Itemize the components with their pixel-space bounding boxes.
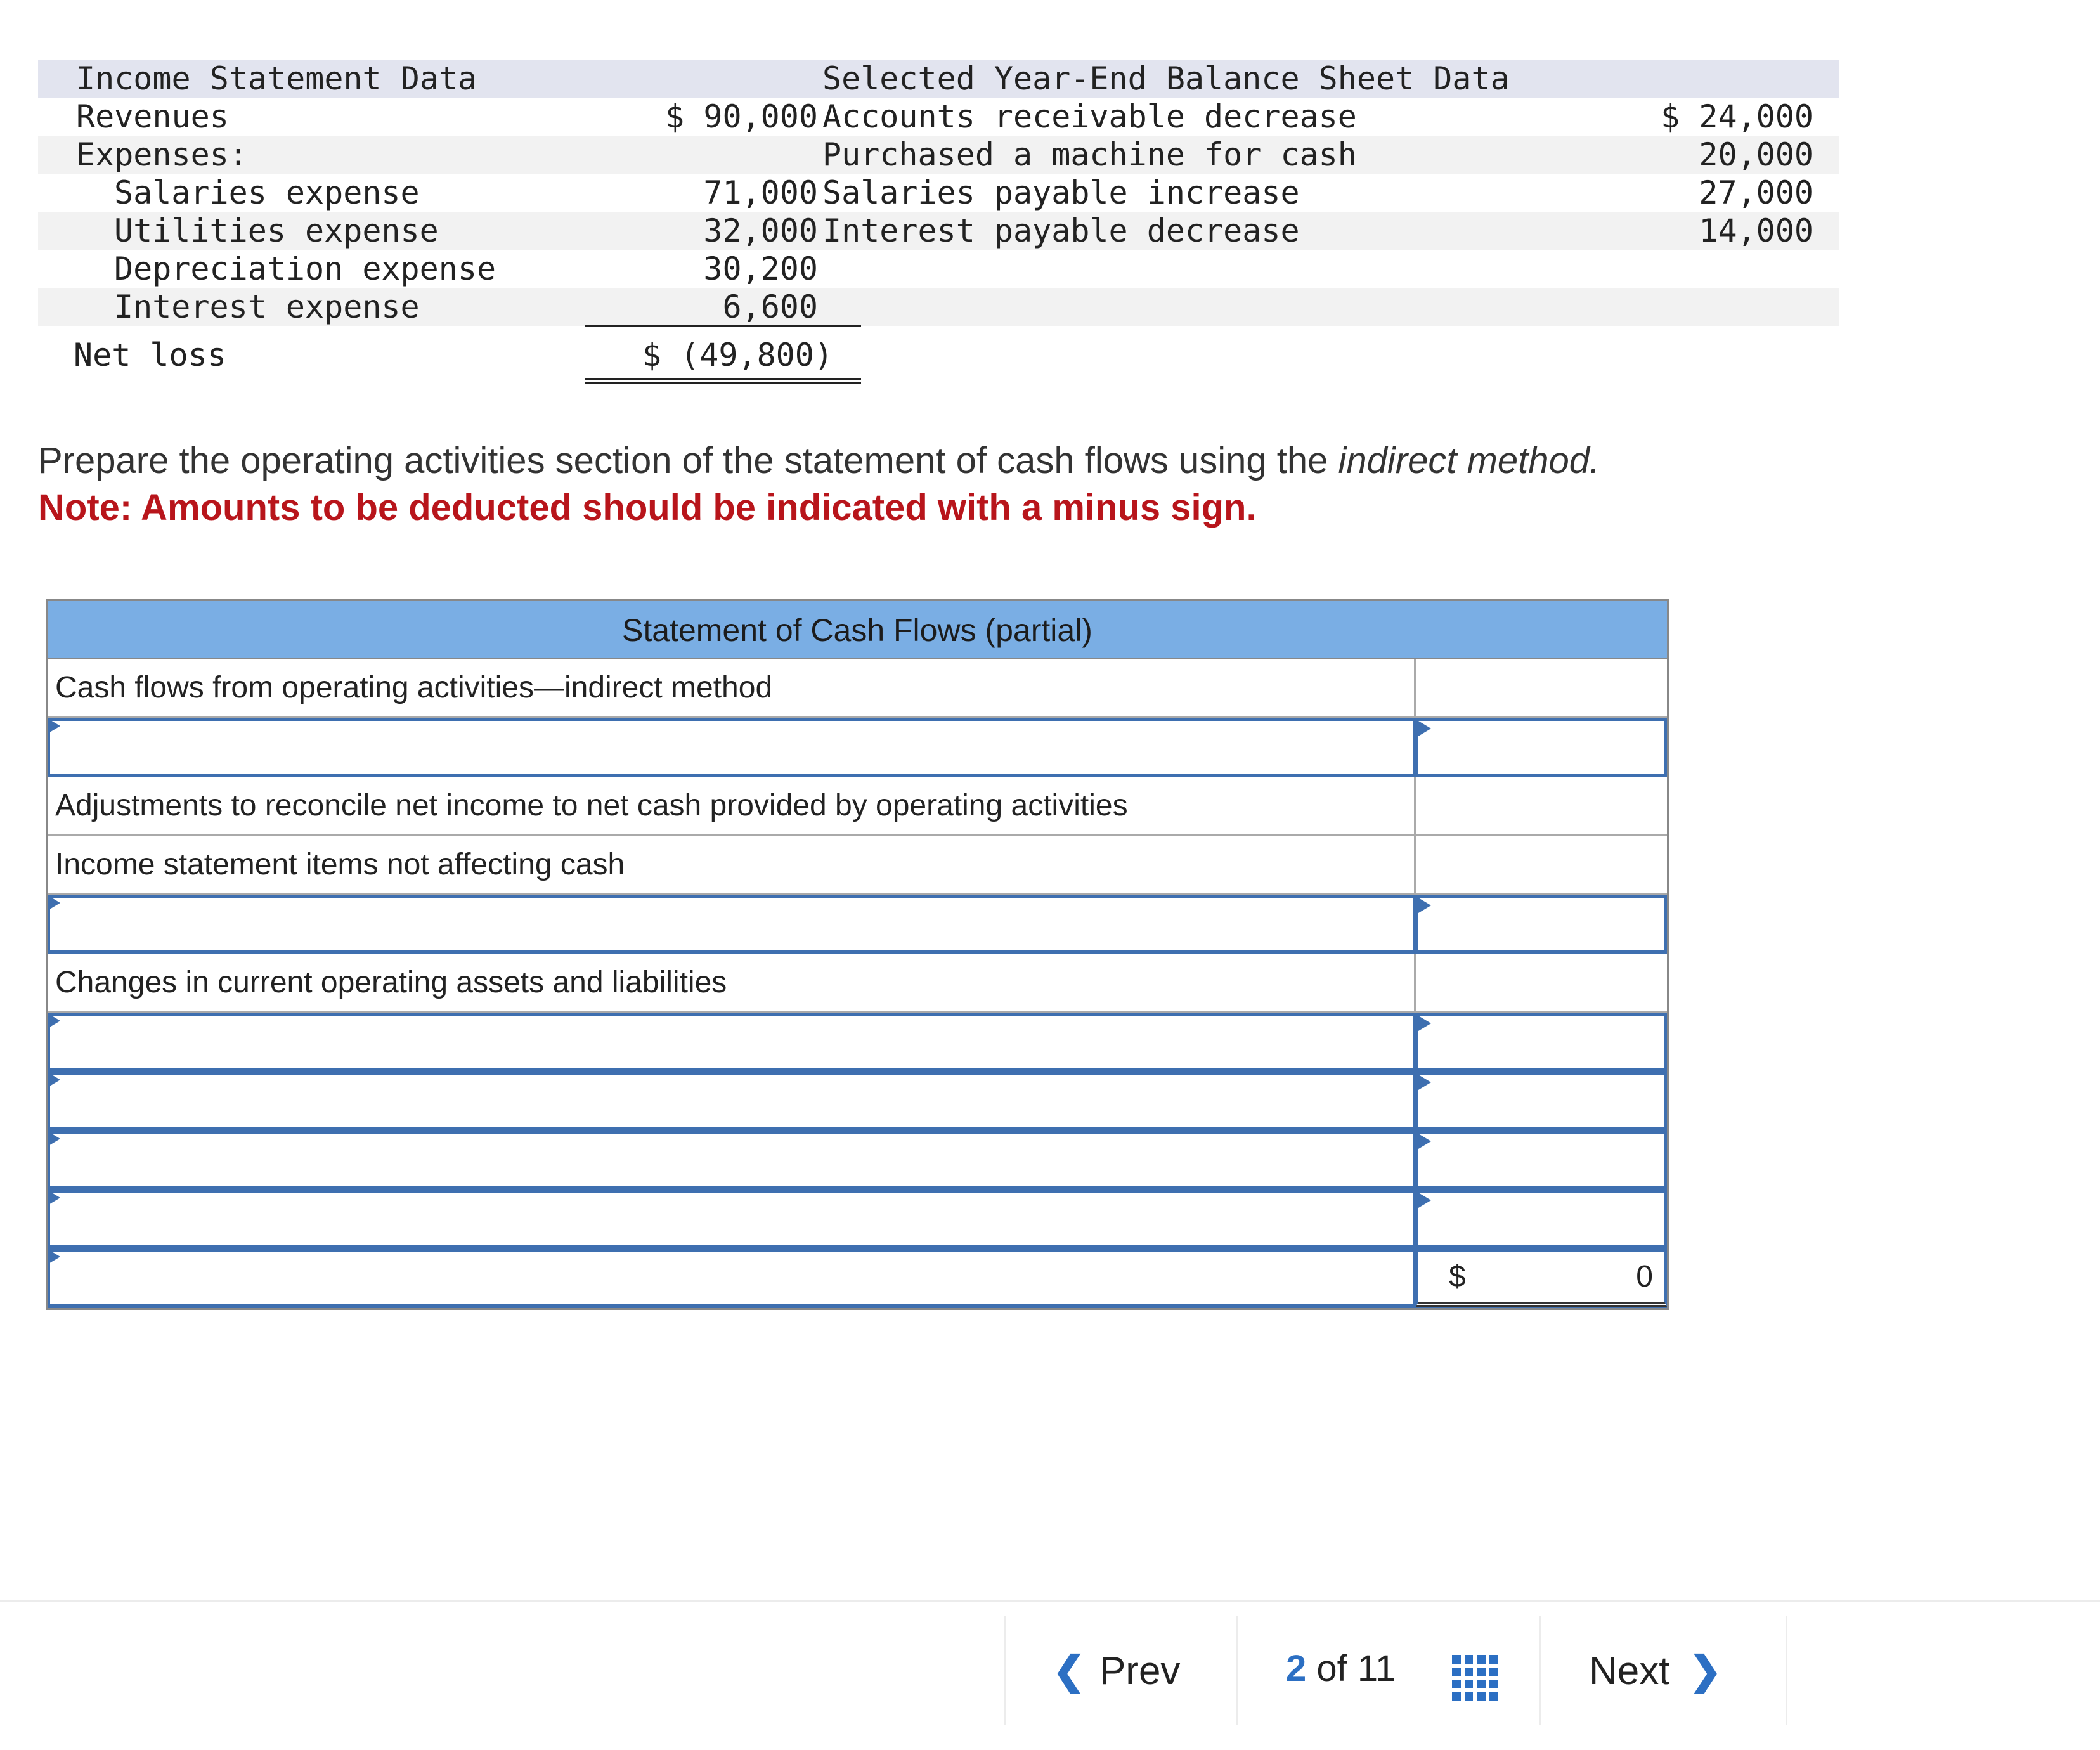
expense-label: Salaries expense [114,174,420,211]
input-row-change-1 [48,1013,1667,1072]
amount-input[interactable] [1416,1072,1667,1130]
adjustments-row [48,777,1667,836]
prev-button[interactable] [1053,1647,1180,1694]
bs-item-label: Interest payable decrease [822,212,1300,249]
page-total: of 11 [1316,1648,1396,1689]
line-item-dropdown[interactable] [48,718,1416,776]
total-value: 0 [1636,1260,1653,1293]
bs-item-amount: 27,000 [1699,174,1813,211]
bs-item-amount: $ 24,000 [1661,98,1813,135]
data-row [38,174,1839,212]
next-button[interactable] [1589,1647,1721,1694]
page-indicator [1286,1647,1396,1690]
operating-heading: Cash flows from operating activities—indirect method [48,659,1416,716]
subtotal-rule [585,325,861,327]
amount-input[interactable] [1416,895,1667,953]
empty-amount-cell [1416,777,1667,834]
income-statement-header: Income Statement Data [76,60,477,97]
total-amount [1416,1249,1667,1307]
amount-input[interactable] [1416,1190,1667,1248]
data-row [38,212,1839,250]
dropdown-flag-icon [48,1013,60,1028]
line-item-dropdown[interactable] [48,1072,1416,1130]
data-row [38,288,1839,326]
data-header-row [38,60,1839,98]
input-row-noncash [48,895,1667,954]
amount-input[interactable] [1416,718,1667,776]
changes-row [48,954,1667,1013]
input-row-total [48,1249,1667,1308]
net-loss-label: Net loss [74,337,226,373]
total-label-dropdown[interactable] [48,1249,1416,1307]
expense-amount: 30,200 [703,250,818,287]
dropdown-flag-icon [48,718,60,734]
line-item-dropdown[interactable] [48,1013,1416,1071]
bs-item-amount: 14,000 [1699,212,1813,249]
currency-symbol: $ [1449,1260,1466,1293]
dropdown-flag-icon [1418,1075,1431,1090]
dropdown-flag-icon [48,1072,60,1087]
changes-label: Changes in current operating assets and liabilities [48,954,1416,1011]
adjustments-label: Adjustments to reconcile net income to net cash provided by operating activities [48,777,1416,834]
prev-label: Prev [1099,1649,1181,1693]
amount-input[interactable] [1416,1131,1667,1189]
net-loss-row [38,336,1839,374]
statement-title: Statement of Cash Flows (partial) [48,601,1667,659]
statement-heading-row [48,659,1667,718]
input-row-change-4 [48,1190,1667,1249]
dropdown-flag-icon [48,1131,60,1146]
empty-amount-cell [1416,659,1667,716]
instruction-main: Prepare the operating activities section of the statement of cash flows using the [38,440,1338,481]
dropdown-flag-icon [1418,1134,1431,1149]
expense-amount: 71,000 [703,174,818,211]
data-row [38,250,1839,288]
dropdown-flag-icon [1418,1016,1431,1031]
noncash-label: Income statement items not affecting cash [48,836,1416,893]
expense-label: Interest expense [114,288,420,325]
instructions [38,438,1600,531]
chevron-left-icon: ❮ [1053,1649,1086,1693]
chevron-right-icon: ❯ [1688,1649,1722,1693]
bs-item-label: Purchased a machine for cash [822,136,1357,173]
revenues-amount: $ 90,000 [665,98,818,135]
expense-label: Utilities expense [114,212,439,249]
nav-separator [1004,1616,1006,1725]
dropdown-flag-icon [48,1249,60,1264]
next-label: Next [1589,1649,1670,1693]
expense-amount: 6,600 [722,288,818,325]
noncash-row [48,836,1667,895]
statement-table [46,599,1669,1310]
instruction-note: Note: Amounts to be deducted should be indicated with a minus sign. [38,487,1257,528]
input-row-change-2 [48,1072,1667,1131]
current-page: 2 [1286,1648,1307,1689]
instruction-text [38,438,1600,484]
expense-label: Depreciation expense [114,250,496,287]
amount-input[interactable] [1416,1013,1667,1071]
total-double-rule [585,378,861,384]
balance-sheet-header: Selected Year-End Balance Sheet Data [822,60,1510,97]
empty-amount-cell [1416,836,1667,893]
bs-item-amount: 20,000 [1699,136,1813,173]
bs-item-label: Accounts receivable decrease [822,98,1357,135]
input-row-change-3 [48,1131,1667,1190]
line-item-dropdown[interactable] [48,1190,1416,1248]
instruction-emphasis: indirect method. [1338,440,1600,481]
revenues-label: Revenues [76,98,229,135]
dropdown-flag-icon [48,895,60,911]
data-row [38,98,1839,136]
dropdown-flag-icon [48,1190,60,1205]
dropdown-flag-icon [1418,898,1431,913]
expenses-label: Expenses: [76,136,248,173]
nav-separator [1539,1616,1541,1725]
bs-item-label: Salaries payable increase [822,174,1300,211]
net-loss-amount: $ (49,800) [642,337,833,373]
empty-amount-cell [1416,954,1667,1011]
nav-separator [1236,1616,1238,1725]
dropdown-flag-icon [1418,1193,1431,1208]
data-row [38,136,1839,174]
line-item-dropdown[interactable] [48,1131,1416,1189]
dropdown-flag-icon [1418,721,1431,736]
line-item-dropdown[interactable] [48,895,1416,953]
footer-divider [0,1600,2100,1602]
expense-amount: 32,000 [703,212,818,249]
grid-icon[interactable] [1452,1655,1498,1701]
nav-separator [1786,1616,1787,1725]
input-row-net-income [48,718,1667,777]
